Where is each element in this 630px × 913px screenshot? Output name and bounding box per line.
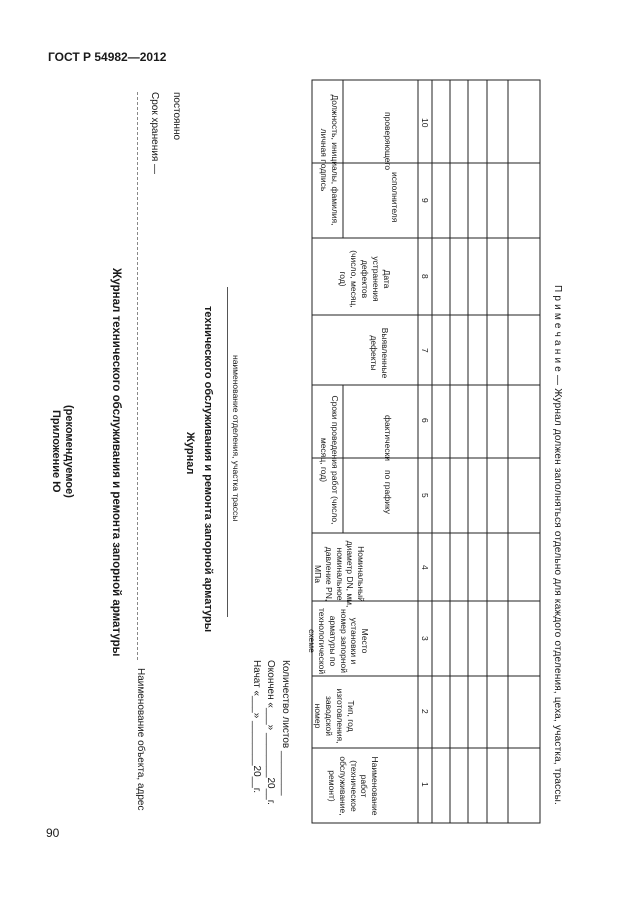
hdr-col-6: Выявленные дефекты: [368, 327, 390, 379]
col-num-5: 5: [420, 493, 430, 498]
appendix-title-v: Приложение Ю: [50, 410, 62, 493]
object-label-v: Наименование объекта, адрес: [135, 668, 146, 811]
col-num-9: 9: [420, 198, 430, 203]
ended-line-v: Окончен «___» ________20__г.: [265, 660, 276, 805]
hdr-col-5a: по графику: [383, 470, 393, 515]
col-num-6: 6: [420, 418, 430, 423]
hdr-col-7: Дата устранения дефектов (число, месяц, год): [337, 250, 392, 308]
hdr-col-5: Сроки проведения работ (число, месяц, год): [318, 395, 340, 525]
col-num-7: 7: [420, 348, 430, 353]
appendix-subtitle-v: (рекомендуемое): [63, 405, 75, 498]
journal-caption-v: наименование отделения, участка трассы: [231, 355, 241, 522]
col-num-1: 1: [420, 782, 430, 787]
note-text: — Журнал должен заполняться отдельно для каждого отделения, цеха, участка, трассы.: [552, 372, 563, 805]
journal-subtitle-v: технического обслуживания и ремонта запорной арматуры: [202, 306, 214, 633]
hdr-col-4: Номинальный диаметр DN, мм, номинальное давление PN, МПа: [313, 540, 366, 608]
storage-value-v: постоянно: [171, 92, 182, 141]
hdr-col-8: Должность, инициалы, фамилия, личная подпись: [318, 94, 340, 226]
col-num-10: 10: [420, 118, 430, 128]
col-num-8: 8: [420, 274, 430, 279]
standard-header: ГОСТ Р 54982—2012: [48, 50, 167, 64]
storage-label-v: Срок хранения —: [149, 92, 160, 175]
hdr-col-8a: исполнителя: [390, 172, 400, 223]
document-title-v: Журнал технического обслуживания и ремонта запорной арматуры: [110, 268, 122, 657]
hdr-col-2: Тип, год изготовления, заводской номер: [312, 688, 356, 744]
page-number: 90: [46, 826, 60, 840]
sheets-line-v: Количество листов ________: [280, 660, 291, 796]
started-line-v: Начат «___» ________20__г.: [251, 660, 262, 794]
hdr-col-1: Наименование работ (техническое обслуживание, ремонт): [327, 756, 380, 816]
journal-fill-line-v: [227, 287, 228, 617]
note-lead: П р и м е ч а н и е: [552, 285, 563, 373]
table-note: [552, 285, 563, 805]
col-num-3: 3: [420, 636, 430, 641]
col-num-4: 4: [420, 565, 430, 570]
hdr-col-5b: фактически: [383, 415, 393, 462]
hdr-col-8b: проверяющего: [383, 112, 393, 171]
hdr-col-3: Место установки и номер запорной арматуры по технологической схеме: [306, 608, 370, 675]
journal-word-v: Журнал: [184, 432, 196, 475]
object-fill-line-v: [137, 92, 138, 660]
col-num-2: 2: [420, 709, 430, 714]
